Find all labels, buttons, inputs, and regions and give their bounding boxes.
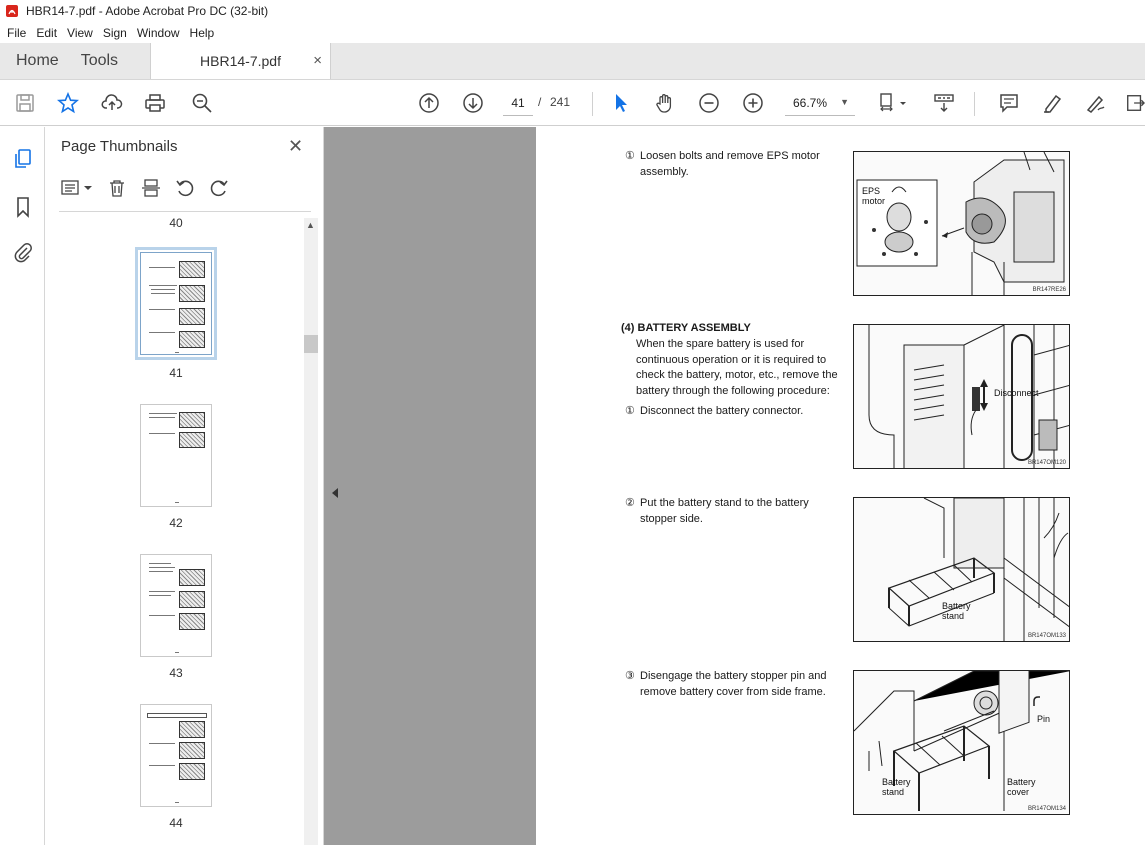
tab-home[interactable]: Home <box>16 52 59 69</box>
step-battery-stand-text: Put the battery stand to the battery stopper side. <box>640 497 809 525</box>
figure-label-cover: Battery cover <box>1007 777 1036 797</box>
rotate-left-icon[interactable] <box>173 176 197 200</box>
step-number: ② <box>625 497 635 509</box>
figure-label: Battery stand <box>942 601 971 621</box>
bookmark-icon[interactable] <box>11 195 35 219</box>
tab-bar <box>0 43 1145 80</box>
options-menu-icon[interactable] <box>59 176 95 200</box>
step-1-text <box>640 149 820 180</box>
scrollbar-thumb[interactable] <box>304 335 318 353</box>
figure-battery-cover <box>853 670 1070 815</box>
export-icon[interactable] <box>1125 91 1145 115</box>
page-thumbnails-icon[interactable] <box>11 147 35 171</box>
thumbnail-page-number: 43 <box>169 666 183 680</box>
bookmark-star-icon[interactable] <box>56 91 80 115</box>
thumbnails-panel <box>45 127 324 845</box>
thumbnail-page-43[interactable] <box>140 554 212 657</box>
acrobat-app-icon <box>4 3 20 19</box>
panel-title: Page Thumbnails <box>61 138 178 155</box>
prev-page-icon[interactable] <box>417 91 441 115</box>
step-1-line-1: Loosen bolts and remove EPS motor <box>640 150 820 162</box>
sign-icon[interactable] <box>1083 91 1107 115</box>
next-page-icon[interactable] <box>461 91 485 115</box>
panel-toolbar <box>59 173 241 203</box>
print-icon[interactable] <box>143 91 167 115</box>
figure-label: EPS motor <box>862 186 886 206</box>
toolbar-divider <box>974 92 975 116</box>
step-battery-cover-text: Disengage the battery stopper pin and remove battery cover from side frame. <box>640 670 827 698</box>
thumbnail-page-44[interactable] <box>140 704 212 807</box>
menu-file[interactable]: File <box>7 25 27 40</box>
close-icon[interactable]: ✕ <box>288 136 304 156</box>
tab-tools[interactable]: Tools <box>80 52 119 69</box>
page-separator: / <box>538 95 542 109</box>
toolbar-divider <box>592 92 593 116</box>
scroll-mode-icon[interactable] <box>932 91 956 115</box>
zoom-value: 66.7% <box>793 95 828 110</box>
thumbnail-page-41[interactable] <box>140 252 212 355</box>
thumbnail-page-number: 44 <box>169 816 183 830</box>
tab-document[interactable] <box>150 43 331 79</box>
step-number: ① <box>625 405 635 417</box>
zoom-select[interactable] <box>785 90 855 116</box>
menu-sign[interactable]: Sign <box>102 25 127 40</box>
section-paragraph: When the spare battery is used for continuous operation or it is required to check the battery, motor, etc., remove the battery through the following procedure: <box>636 338 838 397</box>
section-heading: (4) BATTERY ASSEMBLY <box>621 322 751 334</box>
thumbnail-page-number: 41 <box>169 366 183 380</box>
page-number-input[interactable]: 41 <box>503 90 533 116</box>
rotate-right-icon[interactable] <box>207 176 231 200</box>
thumbnail-list <box>45 212 305 845</box>
menu-bar <box>0 22 1145 43</box>
comment-icon[interactable] <box>997 91 1021 115</box>
menu-help[interactable]: Help <box>189 25 215 40</box>
step-disconnect-text: Disconnect the battery connector. <box>640 405 804 417</box>
zoom-in-icon[interactable] <box>741 91 765 115</box>
thumbnail-page-42[interactable] <box>140 404 212 507</box>
menu-window[interactable]: Window <box>136 25 180 40</box>
figure-battery-stand <box>853 497 1070 642</box>
left-rail <box>0 127 45 845</box>
zoom-out-icon[interactable] <box>697 91 721 115</box>
menu-edit[interactable]: Edit <box>36 25 58 40</box>
collapse-panel-icon[interactable] <box>327 484 343 502</box>
select-arrow-icon[interactable] <box>609 91 633 115</box>
figure-label-pin: Pin <box>1037 714 1051 724</box>
attachment-icon[interactable] <box>11 240 35 264</box>
nav-tabs <box>0 43 150 79</box>
figure-label: Disconnect <box>994 388 1039 398</box>
extract-pages-icon[interactable] <box>139 176 163 200</box>
delete-icon[interactable] <box>105 176 129 200</box>
upload-icon[interactable] <box>100 91 124 115</box>
chevron-down-icon: ▼ <box>840 97 849 107</box>
page-total: 241 <box>550 95 571 109</box>
hand-icon[interactable] <box>653 91 677 115</box>
thumbnail-scrollbar[interactable] <box>304 218 318 845</box>
tab-document-label: HBR14-7.pdf <box>200 53 281 69</box>
figure-code: BR147OM120 <box>1027 460 1066 466</box>
figure-label-stand: Battery stand <box>882 777 911 797</box>
thumbnail-page-number: 42 <box>169 516 183 530</box>
figure-eps-motor <box>853 151 1070 296</box>
figure-code: BR147RE26 <box>1032 287 1066 293</box>
window-title: HBR14-7.pdf - Adobe Acrobat Pro DC (32-bit) <box>26 4 269 18</box>
scroll-up-icon[interactable]: ▲ <box>306 220 315 230</box>
title-bar <box>0 0 1145 22</box>
step-number: ③ <box>625 670 635 682</box>
save-icon[interactable] <box>13 91 37 115</box>
figure-code: BR147OM133 <box>1027 633 1066 639</box>
highlight-icon[interactable] <box>1040 91 1064 115</box>
step-1-line-2: assembly. <box>640 165 689 178</box>
tab-close-icon[interactable]: × <box>313 52 322 69</box>
thumbnail-page-number: 40 <box>169 216 183 230</box>
figure-battery-connector <box>853 324 1070 469</box>
page-fit-icon[interactable] <box>876 91 910 115</box>
menu-view[interactable]: View <box>67 25 93 40</box>
figure-code: BR147OM134 <box>1027 806 1066 812</box>
step-number: ① <box>625 150 635 162</box>
search-zoom-icon[interactable] <box>190 91 214 115</box>
